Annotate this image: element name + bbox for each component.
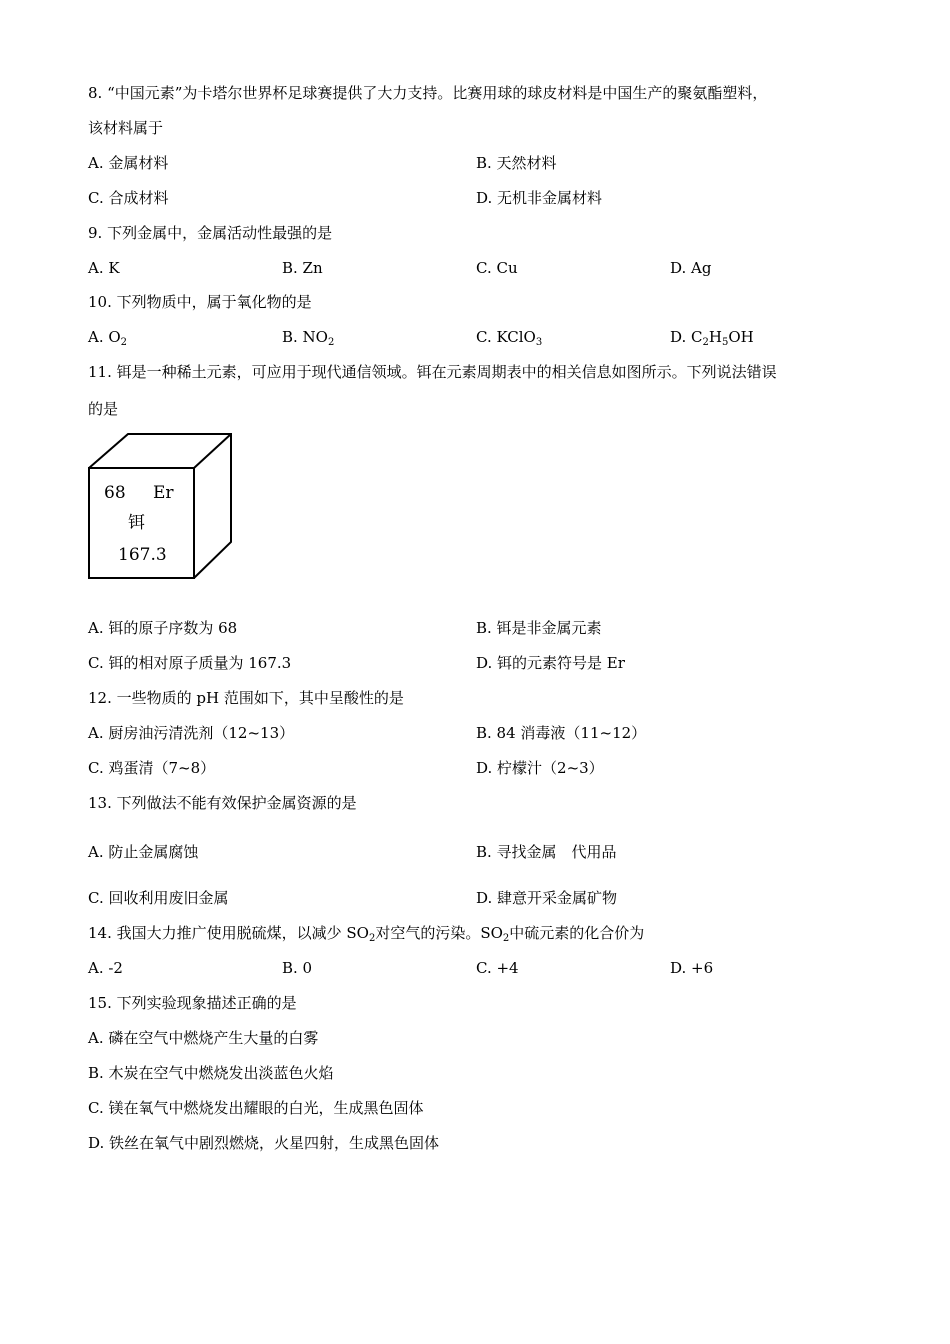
q12-option-b: B. 84 消毒液（11~12）: [476, 724, 647, 742]
q12-option-a: A. 厨房油污清洗剂（12~13）: [88, 724, 295, 742]
q8-option-d: D. 无机非金属材料: [476, 189, 603, 207]
q9-option-a: A. K: [88, 259, 120, 277]
element-atomic-mass: 167.3: [118, 545, 167, 565]
q8-option-a: A. 金属材料: [88, 154, 169, 172]
q13-option-c: C. 回收利用废旧金属: [88, 889, 229, 907]
q11-stem-line1: 11. 铒是一种稀土元素，可应用于现代通信领域。铒在元素周期表中的相关信息如图所示。下列说法错误: [88, 363, 777, 381]
q15-option-d: D. 铁丝在氧气中剧烈燃烧，火星四射，生成黑色固体: [88, 1134, 440, 1152]
q13-option-b: B. 寻找金属 代用品: [476, 843, 617, 861]
q11-option-c: C. 铒的相对原子质量为 167.3: [88, 654, 292, 672]
q11-option-d: D. 铒的元素符号是 Er: [476, 654, 625, 672]
q9-stem: 9. 下列金属中，金属活动性最强的是: [88, 224, 333, 242]
q8-stem-line1: 8. “中国元素”为卡塔尔世界杯足球赛提供了大力支持。比赛用球的球皮材料是中国生产的聚氨酯塑料，: [88, 84, 768, 102]
q13-option-d: D. 肆意开采金属矿物: [476, 889, 618, 907]
q11-stem-line2: 的是: [88, 400, 119, 418]
element-symbol: Er: [153, 483, 174, 503]
q13-stem: 13. 下列做法不能有效保护金属资源的是: [88, 794, 357, 812]
q12-stem: 12. 一些物质的 pH 范围如下，其中呈酸性的是: [88, 689, 404, 707]
q9-option-c: C. Cu: [476, 259, 518, 277]
q15-stem: 15. 下列实验现象描述正确的是: [88, 994, 297, 1012]
q14-option-c: C. +4: [476, 959, 519, 977]
q10-option-a: A. $O_2$: [88, 328, 128, 348]
q11-option-a: A. 铒的原子序数为 68: [88, 619, 238, 637]
q13-option-a: A. 防止金属腐蚀: [88, 843, 199, 861]
q12-option-c: C. 鸡蛋清（7~8）: [88, 759, 216, 777]
element-atomic-number: 68: [104, 483, 126, 503]
q10-option-c: C. KClO$_3$: [476, 328, 543, 348]
q15-option-b: B. 木炭在空气中燃烧发出淡蓝色火焰: [88, 1064, 334, 1082]
q10-option-d: D. $C_2H_5OH$: [670, 328, 754, 348]
q8-option-b: B. 天然材料: [476, 154, 557, 172]
q8-stem-line2: 该材料属于: [88, 119, 164, 137]
q15-option-a: A. 磷在空气中燃烧产生大量的白雾: [88, 1029, 319, 1047]
q14-option-d: D. +6: [670, 959, 714, 977]
q12-option-d: D. 柠檬汁（2~3）: [476, 759, 604, 777]
q15-option-c: C. 镁在氧气中燃烧发出耀眼的白光，生成黑色固体: [88, 1099, 424, 1117]
q10-option-b: B. $NO_2$: [282, 328, 335, 348]
q14-stem: 14. 我国大力推广使用脱硫煤，以减少 $SO_2$对空气的污染。$SO_2$中硫元素的化合价为: [88, 924, 645, 944]
element-name: 铒: [128, 513, 145, 533]
q9-option-b: B. Zn: [282, 259, 323, 277]
q8-option-c: C. 合成材料: [88, 189, 169, 207]
q11-option-b: B. 铒是非金属元素: [476, 619, 602, 637]
q14-option-a: A. -2: [88, 959, 123, 977]
q10-stem: 10. 下列物质中，属于氧化物的是: [88, 293, 312, 311]
element-cube-figure: [86, 431, 236, 581]
q14-option-b: B. 0: [282, 959, 313, 977]
q9-option-d: D. Ag: [670, 259, 712, 277]
